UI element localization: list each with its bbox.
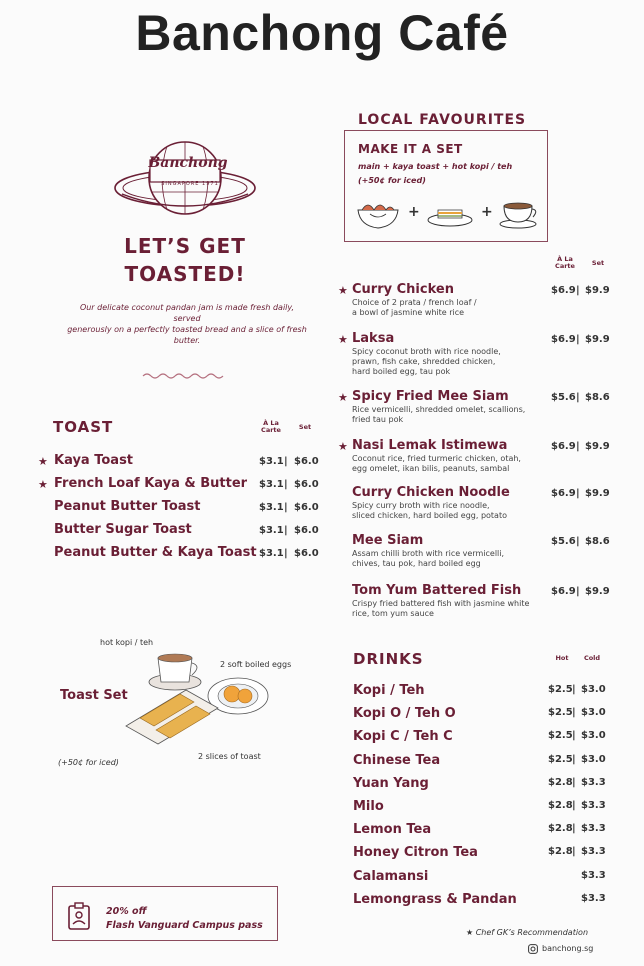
drink-hot-price: $2.8: [548, 823, 573, 835]
dish-alacarte-price: $5.6: [551, 392, 576, 403]
dish-description-line: Spicy coconut broth with rice noodle,: [352, 347, 501, 356]
dish-name: Tom Yum Battered Fish: [352, 583, 522, 598]
drink-hot-price: $2.5: [548, 707, 573, 719]
toast-col-alacarte-2: Carte: [261, 426, 281, 434]
price-separator: |: [576, 488, 580, 499]
toast-item-alacarte-price: $3.1: [259, 548, 284, 559]
kaya-toast-plate-icon: [426, 202, 474, 228]
price-separator: |: [572, 800, 576, 811]
local-favourites-title: LOCAL FAVOURITES: [358, 112, 527, 128]
label-kopi: hot kopi / teh: [100, 638, 154, 647]
campus-pass-icon: [68, 902, 90, 930]
drink-cold-price: $3.0: [581, 753, 606, 765]
price-separator: |: [284, 525, 288, 536]
dish-description-line: Choice of 2 prata / french loaf /: [352, 298, 477, 307]
toast-item-set-price: $6.0: [294, 502, 319, 513]
toast-item-set-price: $6.0: [294, 525, 319, 536]
dish-description-line: Crispy fried battered fish with jasmine white: [352, 599, 530, 608]
dish-description-line: fried tau pok: [352, 415, 404, 424]
set-title: MAKE IT A SET: [358, 142, 463, 156]
drink-name: Kopi C / Teh C: [353, 729, 453, 745]
drink-cold-price: $3.3: [581, 846, 606, 858]
star-icon: ★: [338, 391, 348, 404]
drink-cold-price: $3.3: [581, 869, 606, 881]
drink-name: Kopi O / Teh O: [353, 706, 456, 722]
price-separator: |: [572, 730, 576, 742]
toast-item-name: Peanut Butter Toast: [54, 499, 201, 514]
lf-col-alacarte: [550, 256, 580, 270]
dish-description-line: Coconut rice, fried turmeric chicken, otah,: [352, 454, 521, 463]
drink-cold-price: $3.3: [581, 823, 606, 835]
recommendation-note: [466, 928, 588, 937]
price-separator: |: [284, 502, 288, 513]
toast-set-title: Toast Set: [60, 688, 128, 703]
dish-name: Curry Chicken Noodle: [352, 485, 510, 500]
price-separator: |: [576, 586, 580, 597]
price-separator: |: [576, 285, 580, 296]
toast-item-name: Peanut Butter & Kaya Toast: [54, 545, 257, 560]
drink-hot-price: $2.5: [548, 753, 573, 765]
price-separator: |: [572, 707, 576, 719]
dish-description-line: chives, tau pok, hard boiled egg: [352, 559, 481, 568]
dish-alacarte-price: $6.9: [551, 586, 576, 597]
toast-item-name: Butter Sugar Toast: [54, 522, 192, 537]
price-separator: |: [284, 456, 288, 467]
toast-item-alacarte-price: $3.1: [259, 525, 284, 536]
dish-name: Curry Chicken: [352, 282, 454, 297]
dish-description-line: hard boiled egg, tau pok: [352, 367, 451, 376]
drink-hot-price: $2.8: [548, 776, 573, 788]
dish-description-line: a bowl of jasmine white rice: [352, 308, 465, 317]
lf-col-set: Set: [591, 259, 605, 267]
price-separator: |: [572, 823, 576, 835]
star-icon: ★: [38, 455, 48, 468]
toast-item-name: Kaya Toast: [54, 453, 134, 468]
dish-name: Spicy Fried Mee Siam: [352, 389, 509, 404]
toast-col-alacarte-1: À La: [263, 419, 279, 427]
drink-hot-price: $2.8: [548, 800, 573, 811]
dish-set-price: $8.6: [585, 392, 610, 403]
set-note: (+50¢ for iced): [358, 176, 426, 185]
label-eggs: 2 soft boiled eggs: [220, 660, 292, 669]
page-title: Banchong Café: [135, 5, 509, 61]
dish-set-price: $9.9: [585, 586, 610, 597]
promo-line-1: 20% off: [106, 906, 147, 917]
dish-set-price: $8.6: [585, 536, 610, 547]
kopi-cup-icon: [498, 198, 540, 230]
price-separator: |: [284, 548, 288, 559]
drinks-col-cold: Cold: [583, 654, 601, 662]
squiggle-divider-icon: [142, 372, 224, 380]
drinks-col-hot: Hot: [555, 654, 569, 662]
dish-description-line: prawn, fish cake, shredded chicken,: [352, 357, 496, 366]
drinks-section-title: DRINKS: [353, 650, 424, 668]
headline-line-1: LET’S GET: [124, 234, 246, 258]
lf-col-alacarte-2: Carte: [555, 262, 575, 270]
dish-set-price: $9.9: [585, 488, 610, 499]
description-line-2: generously on a perfectly toasted bread and a slice of fresh butter.: [67, 325, 307, 345]
dish-set-price: $9.9: [585, 334, 610, 345]
drink-name: Lemongrass & Pandan: [353, 891, 517, 907]
lf-col-alacarte-1: À La: [557, 255, 573, 263]
set-line: main + kaya toast + hot kopi / teh: [358, 162, 513, 171]
dish-name: Mee Siam: [352, 533, 424, 548]
drink-hot-price: $2.5: [548, 684, 573, 695]
recommendation-label: Chef GK’s Recommendation: [475, 928, 589, 937]
toast-col-set: Set: [298, 423, 312, 431]
promo-line-2: Flash Vanguard Campus pass: [106, 920, 263, 931]
price-separator: |: [572, 684, 576, 695]
price-separator: |: [572, 753, 576, 765]
price-separator: |: [284, 479, 288, 490]
noodle-bowl-icon: [356, 198, 400, 230]
dish-description-line: sliced chicken, hard boiled egg, potato: [352, 511, 507, 520]
dish-set-price: $9.9: [585, 285, 610, 296]
plus-2: +: [481, 204, 493, 220]
drink-cold-price: $3.0: [581, 730, 606, 742]
drink-name: Chinese Tea: [353, 752, 441, 768]
price-separator: |: [572, 846, 576, 858]
description-line-1: Our delicate coconut pandan jam is made fresh daily, served: [79, 303, 295, 323]
price-separator: |: [576, 536, 580, 547]
drink-name: Yuan Yang: [353, 775, 429, 791]
drink-hot-price: $2.5: [548, 730, 573, 742]
star-icon: ★: [338, 333, 348, 346]
toast-col-alacarte: [256, 420, 286, 434]
toast-item-name: French Loaf Kaya & Butter: [54, 476, 248, 491]
drink-cold-price: $3.3: [581, 776, 606, 788]
dish-alacarte-price: $6.9: [551, 334, 576, 345]
plus-1: +: [408, 204, 420, 220]
dish-name: Nasi Lemak Istimewa: [352, 438, 508, 453]
dish-description-line: egg omelet, ikan bilis, peanuts, sambal: [352, 464, 510, 473]
drink-name: Milo: [353, 799, 384, 814]
toast-item-set-price: $6.0: [294, 548, 319, 559]
dish-alacarte-price: $5.6: [551, 536, 576, 547]
toast-item-set-price: $6.0: [294, 479, 319, 490]
dish-alacarte-price: $6.9: [551, 488, 576, 499]
drink-name: Kopi / Teh: [353, 683, 425, 698]
drink-cold-price: $3.3: [581, 800, 606, 811]
toast-item-alacarte-price: $3.1: [259, 502, 284, 513]
star-icon: ★: [38, 478, 48, 491]
headline-line-2: TOASTED!: [124, 262, 246, 286]
logo-subtitle: SINGAPORE 1971: [161, 181, 219, 187]
drink-name: Honey Citron Tea: [353, 845, 478, 861]
description: [66, 302, 308, 346]
toast-set-illustration-icon: [120, 648, 270, 748]
price-separator: |: [576, 441, 580, 452]
dish-description-line: rice, tom yum sauce: [352, 609, 434, 618]
toast-set-note: (+50¢ for iced): [58, 758, 119, 767]
toast-item-alacarte-price: $3.1: [259, 479, 284, 490]
star-icon: ★: [466, 928, 474, 937]
toast-section-title: TOAST: [53, 418, 114, 436]
instagram-handle[interactable]: banchong.sg: [542, 944, 594, 953]
star-icon: ★: [338, 440, 348, 453]
logo-wordmark: Banchong: [148, 155, 228, 171]
star-icon: ★: [338, 284, 348, 297]
drink-name: Lemon Tea: [353, 822, 432, 838]
drink-hot-price: $2.8: [548, 846, 573, 858]
price-separator: |: [576, 392, 580, 403]
price-separator: |: [576, 334, 580, 345]
price-separator: |: [572, 776, 576, 788]
dish-alacarte-price: $6.9: [551, 441, 576, 452]
drink-cold-price: $3.3: [581, 892, 606, 904]
dish-description-line: Rice vermicelli, shredded omelet, scallions,: [352, 405, 526, 414]
toast-item-set-price: $6.0: [294, 456, 319, 467]
drink-cold-price: $3.0: [581, 707, 606, 719]
toast-item-alacarte-price: $3.1: [259, 456, 284, 467]
drink-cold-price: $3.0: [581, 684, 606, 695]
drink-name: Calamansi: [353, 868, 429, 884]
label-toast: 2 slices of toast: [198, 752, 261, 761]
dish-description-line: Spicy curry broth with rice noodle,: [352, 501, 490, 510]
instagram-icon: [528, 944, 538, 954]
dish-set-price: $9.9: [585, 441, 610, 452]
dish-name: Laksa: [352, 331, 395, 346]
dish-alacarte-price: $6.9: [551, 285, 576, 296]
dish-description-line: Assam chilli broth with rice vermicelli,: [352, 549, 505, 558]
